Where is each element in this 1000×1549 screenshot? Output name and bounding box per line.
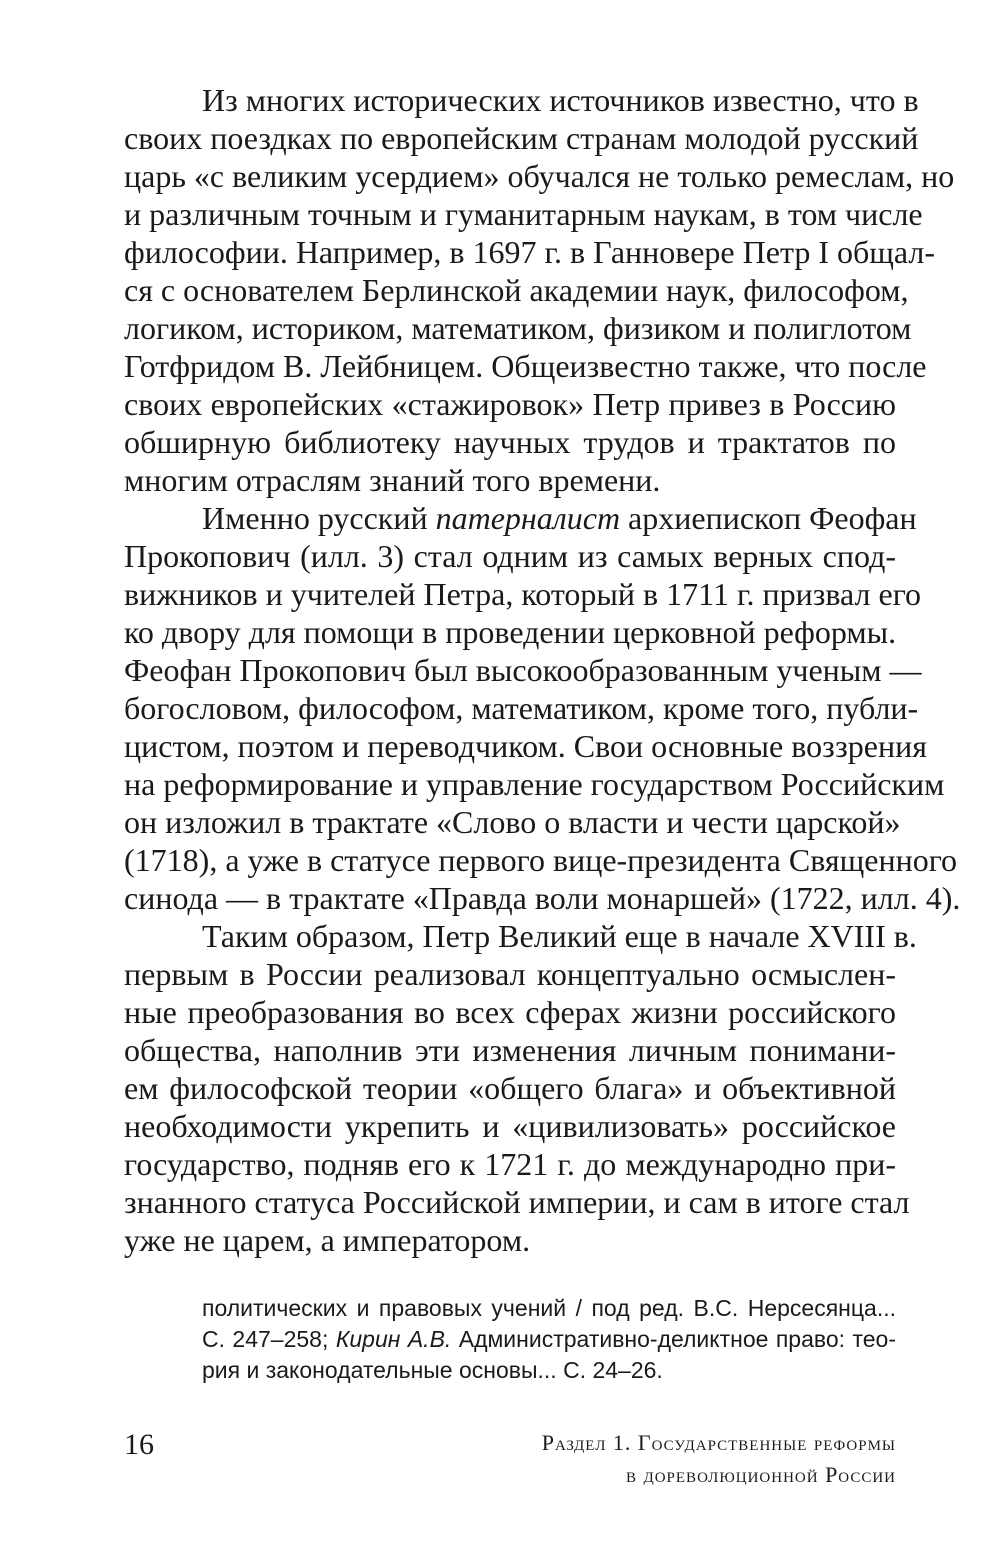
- text-line: и различным точным и гуманитарным наукам, в том числе: [124, 196, 923, 232]
- text-line: ные преобразования во всех сферах жизни российского: [124, 994, 896, 1030]
- text-line: Таким образом, Петр Великий еще в начале XVIII в.: [202, 918, 917, 954]
- text-line: Готфридом В. Лейбницем. Общеизвестно также, что после: [124, 348, 927, 384]
- text-line: своих поездках по европейским странам молодой русский: [124, 120, 919, 156]
- text-line: он изложил в трактате «Слово о власти и чести царской»: [124, 804, 901, 840]
- running-head-line: Раздел 1. Государственные реформы: [541, 1430, 896, 1455]
- text-line: богословом, философом, математиком, кроме того, публи-: [124, 690, 919, 726]
- text-line: логиком, историком, математиком, физиком и полиглотом: [124, 310, 912, 346]
- page-number: 16: [124, 1428, 154, 1461]
- text-line: Феофан Прокопович был высокообразованным ученым —: [124, 652, 922, 688]
- text-line: своих европейских «стажировок» Петр привез в Россию: [124, 386, 896, 422]
- text-run: Именно русский: [202, 500, 436, 536]
- text-line: синода — в трактате «Правда воли монаршей» (1722, илл. 4).: [124, 880, 961, 916]
- text-line: Из многих исторических источников известно, что в: [202, 82, 919, 118]
- text-line: Прокопович (илл. 3) стал одним из самых верных спод-: [124, 538, 896, 574]
- text-line: знанного статуса Российской империи, и сам в итоге стал: [124, 1184, 910, 1220]
- text-line: на реформирование и управление государством Российским: [124, 766, 945, 802]
- text-line: обширную библиотеку научных трудов и трактатов по: [124, 424, 896, 460]
- running-head-line: в дореволюционной России: [625, 1462, 896, 1487]
- text-line: (1718), а уже в статусе первого вице-президента Священного: [124, 842, 958, 878]
- text-line: цистом, поэтом и переводчиком. Свои основные воззрения: [124, 728, 927, 764]
- footnote-author: Кирин А.В.: [335, 1326, 452, 1352]
- footnote-run: Административно-деликтное право: тео-: [451, 1326, 896, 1352]
- footnote-run: С. 247–258;: [202, 1326, 336, 1352]
- text-line: ся с основателем Берлинской академии наук, философом,: [124, 272, 909, 308]
- text-line: ем философской теории «общего блага» и объективной: [124, 1070, 896, 1106]
- text-line: многим отраслям знаний того времени.: [124, 462, 661, 498]
- footnote-line: [202, 1325, 896, 1353]
- text-line: царь «с великим усердием» обучался не только ремеслам, но: [124, 158, 955, 194]
- text-line: необходимости укрепить и «цивилизовать» российское: [124, 1108, 896, 1144]
- text-line: ко двору для помощи в проведении церковной реформы.: [124, 614, 897, 650]
- text-line: философии. Например, в 1697 г. в Ганновере Петр I общал-: [124, 234, 935, 270]
- text-line: [202, 500, 917, 536]
- footnote-line: политических и правовых учений / под ред. В.С. Нерсесянца...: [202, 1295, 896, 1321]
- text-line: государство, подняв его к 1721 г. до международно при-: [124, 1146, 896, 1182]
- footnote-line: рия и законодательные основы... С. 24–26.: [202, 1357, 663, 1383]
- italic-term: патерналист: [435, 500, 621, 536]
- text-line: уже не царем, а императором.: [124, 1222, 531, 1258]
- text-run: архиепископ Феофан: [620, 500, 917, 536]
- text-line: вижников и учителей Петра, который в 1711 г. призвал его: [124, 576, 922, 612]
- text-line: первым в России реализовал концептуально осмыслен-: [124, 956, 896, 992]
- text-line: общества, наполнив эти изменения личным понимани-: [124, 1032, 896, 1068]
